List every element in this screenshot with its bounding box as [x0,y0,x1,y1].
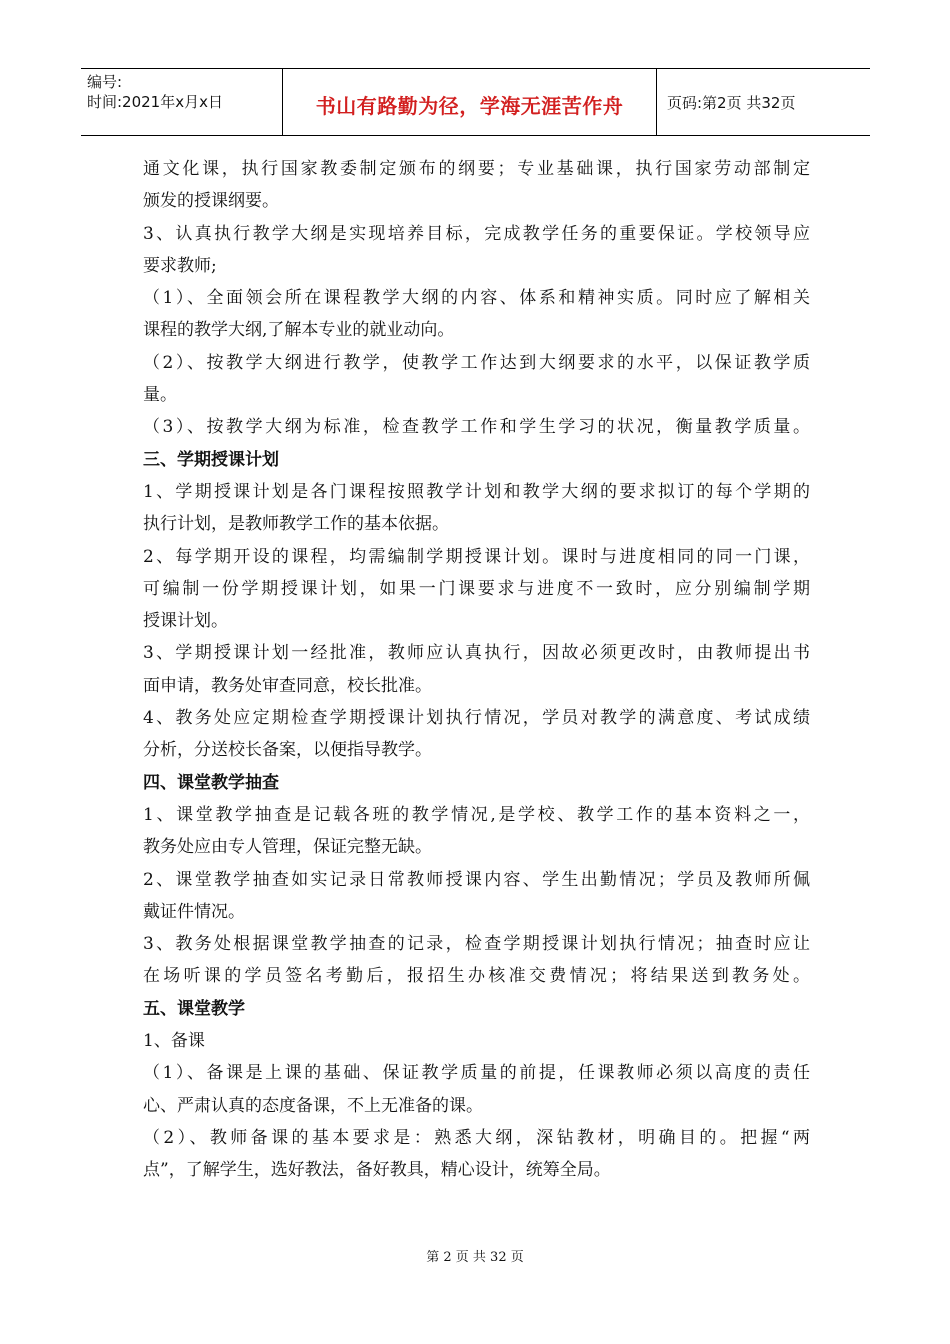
section-heading: 五、课堂教学 [143,998,245,1019]
text-line: 3、学期授课计划一经批准，教师应认真执行，因故必须更改时，由教师提出书 [143,643,810,664]
text-line: 授课计划。 [143,611,228,632]
text-line: 心、严肃认真的态度备课，不上无准备的课。 [143,1095,483,1116]
text-line: 1、课堂教学抽查是记载各班的教学情况,是学校、教学工作的基本资料之一， [143,804,810,825]
text-line: 3、教务处根据课堂教学抽查的记录，检查学期授课计划执行情况；抽查时应让 [143,934,810,955]
text-line: 1、学期授课计划是各门课程按照教学计划和教学大纲的要求拟订的每个学期的 [143,481,810,502]
text-line: （2）、教师备课的基本要求是：熟悉大纲，深钻教材，明确目的。把握“两 [143,1127,810,1148]
section-heading: 四、课堂教学抽查 [143,772,279,793]
text-line: 3、认真执行教学大纲是实现培养目标，完成教学任务的重要保证。学校领导应 [143,223,810,244]
text-line: 4、教务处应定期检查学期授课计划执行情况，学员对教学的满意度、考试成绩 [143,708,810,729]
text-line: 戴证件情况。 [143,901,245,922]
text-line: 在场听课的学员签名考勤后，报招生办核准交费情况；将结果送到教务处。 [143,966,810,987]
text-line: 量。 [143,385,177,406]
page-footer: 第 2 页 共 32 页 [426,1250,524,1265]
text-line: （3）、按教学大纲为标准，检查教学工作和学生学习的状况，衡量教学质量。 [143,417,810,438]
header-meta [81,69,283,135]
text-line: 可编制一份学期授课计划，如果一门课要求与进度不一致时，应分别编制学期 [143,578,810,599]
text-line: 2、每学期开设的课程，均需编制学期授课计划。课时与进度相同的同一门课， [143,546,810,567]
text-line: 要求教师; [143,255,217,276]
text-line: 课程的教学大纲,了解本专业的就业动向。 [143,320,455,341]
text-line: 执行计划，是教师教学工作的基本依据。 [143,514,449,535]
document-number-label: 编号: [87,73,123,91]
text-line: 教务处应由专人管理，保证完整无缺。 [143,837,432,858]
page-header [81,68,870,136]
text-line: 颁发的授课纲要。 [143,191,279,212]
text-line: （2）、按教学大纲进行教学，使教学工作达到大纲要求的水平，以保证教学质 [143,352,810,373]
text-line: （1）、全面领会所在课程教学大纲的内容、体系和精神实质。同时应了解相关 [143,288,810,309]
document-time-label: 时间:2021年x月x日 [87,93,223,111]
text-line: 2、课堂教学抽查如实记录日常教师授课内容、学生出勤情况；学员及教师所佩 [143,869,810,890]
text-line: 分析，分送校长备案，以便指导教学。 [143,740,432,761]
text-line: （1）、备课是上课的基础、保证教学质量的前提，任课教师必须以高度的责任 [143,1063,810,1084]
text-line: 通文化课，执行国家教委制定颁布的纲要；专业基础课，执行国家劳动部制定 [143,159,810,179]
document-body [143,153,810,1187]
text-line: 面申请，教务处审查同意，校长批准。 [143,675,432,696]
text-line: 1、备课 [143,1031,205,1052]
header-motto: 书山有路勤为径，学海无涯苦作舟 [283,69,657,135]
section-heading: 三、学期授课计划 [143,449,279,470]
header-page-info: 页码:第2页 共32页 [667,94,796,112]
text-line: 点”，了解学生，选好教法，备好教具，精心设计，统筹全局。 [143,1160,611,1181]
